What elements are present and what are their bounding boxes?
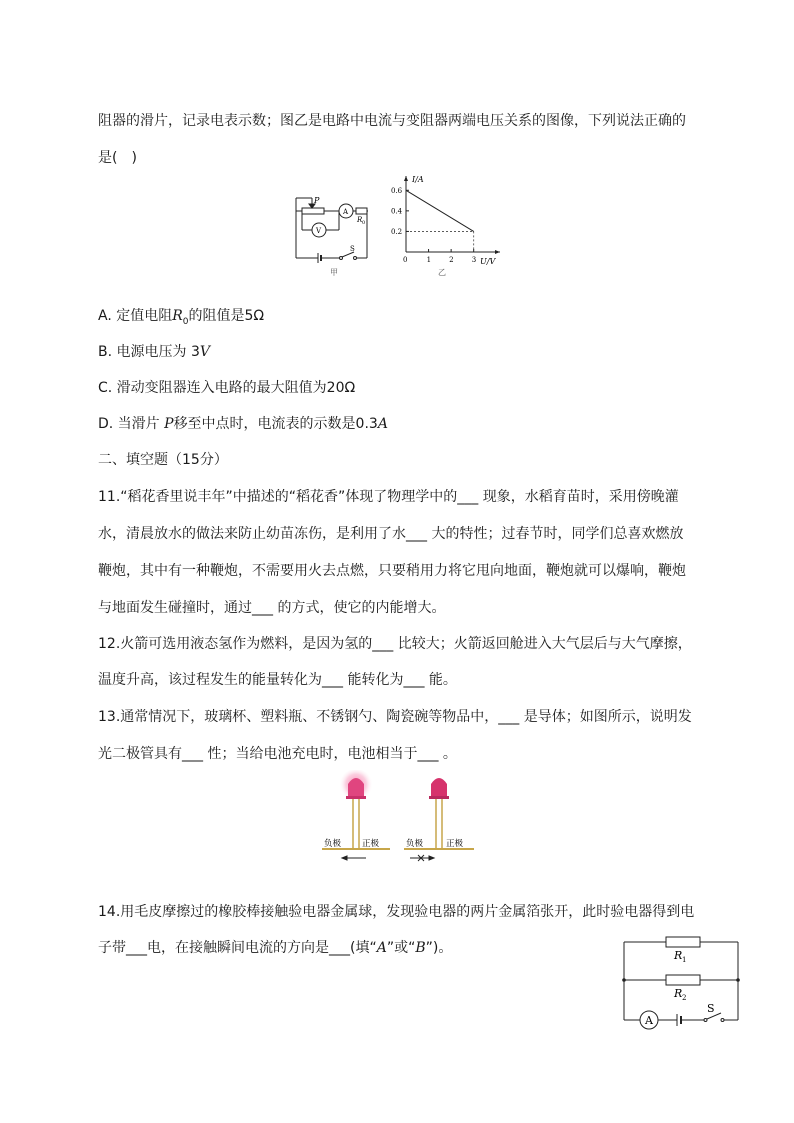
option-a-var: R [172, 308, 183, 324]
y-axis-label: I/A [412, 175, 424, 184]
q11-line: 与地面发生碰撞时，通过___ 的方式，使它的内能增大。 [98, 600, 446, 616]
question-text-line: 阻器的滑片，记录电表示数；图乙是电路中电流与变阻器两端电压关系的图像，下列说法正确的 [98, 113, 686, 129]
switch-icon [704, 1019, 707, 1022]
x-tick-label: 1 [426, 256, 432, 264]
arrow-blocked-icon [410, 855, 434, 861]
switch-label: S [707, 1002, 715, 1015]
option-b-text: B. 电源电压为 3 [98, 344, 200, 360]
option-d-text: D. 当滑片 [98, 416, 165, 432]
rheostat [302, 208, 324, 214]
q14-option-a: A [376, 940, 387, 956]
option-c[interactable]: C. 滑动变阻器连入电路的最大阻值为20Ω [98, 380, 356, 396]
option-d[interactable] [98, 414, 388, 434]
option-a-suffix: 的阻值是5Ω [188, 308, 265, 324]
q14-text: ”或“ [386, 940, 416, 956]
pos-label: 正极 [446, 839, 464, 849]
figure-caption-yi: 乙 [438, 268, 446, 277]
r0-subscript: 0 [362, 220, 366, 226]
led-figure [318, 770, 478, 864]
q12-line: 12.火箭可选用液态氢作为燃料，是因为氢的___ 比较大；火箭返回舱进入大气层后与大气摩擦， [98, 636, 692, 652]
switch-label: S [350, 245, 355, 253]
led-lit-icon [346, 778, 366, 848]
option-d-unit: A [377, 416, 388, 432]
circuit-diagram-jia [288, 186, 368, 278]
x-axis-label: U/V [480, 257, 496, 266]
option-b[interactable] [98, 342, 210, 362]
neg-label: 负极 [324, 839, 342, 849]
r2-label: R [674, 987, 683, 1000]
pos-label: 正极 [362, 839, 380, 849]
y-tick-label: 0.4 [391, 207, 403, 216]
led-unlit-icon [429, 778, 449, 848]
option-a-sub: 0 [182, 316, 189, 327]
question-text-line: 是( ) [98, 150, 137, 166]
graph-yi [390, 172, 502, 278]
q11-line: 鞭炮，其中有一种鞭炮，不需要用火去点燃，只要稍用力将它甩向地面，鞭炮就可以爆响，鞭炮 [98, 563, 686, 579]
q14-line [98, 938, 452, 958]
option-b-unit: V [199, 344, 210, 360]
slider-p-label: P [314, 196, 320, 205]
q14-text: 子带___电，在接触瞬间电流的方向是___(填“ [98, 940, 377, 956]
ammeter-label: A [343, 208, 349, 216]
figure-caption-jia: 甲 [330, 268, 338, 277]
x-tick-label: 2 [449, 256, 454, 264]
option-d-mid: 移至中点时，电流表的示数是0.3 [173, 416, 378, 432]
data-line [406, 190, 474, 231]
q13-line: 13.通常情况下，玻璃杯、塑料瓶、不锈钢勺、陶瓷碗等物品中，___ 是导体；如图所示，说明发 [98, 709, 692, 725]
q12-line: 温度升高，该过程发生的能量转化为___ 能转化为___ 能。 [98, 672, 457, 688]
option-a[interactable] [98, 306, 264, 332]
origin-label: 0 [403, 256, 408, 264]
q14-text: ”)。 [425, 940, 453, 956]
y-tick-label: 0.2 [391, 227, 403, 236]
r1-subscript: 1 [682, 956, 687, 964]
option-d-var: P [164, 416, 174, 432]
r0-label: R [357, 216, 363, 224]
y-tick-label: 0.6 [391, 186, 403, 195]
section-heading: 二、填空题（15分） [98, 452, 228, 468]
q11-line: 水，清晨放水的做法来防止幼苗冻伤，是利用了水___ 大的特性；过春节时，同学们总喜欢燃放 [98, 526, 684, 542]
q14-line: 14.用毛皮摩擦过的橡胶棒接触验电器金属球，发现验电器的两片金属箔张开，此时验电器得到电 [98, 904, 695, 920]
r2-subscript: 2 [682, 994, 687, 1002]
x-tick-label: 3 [471, 256, 477, 264]
voltmeter-label: V [316, 227, 322, 235]
option-a-text: A. 定值电阻 [98, 308, 173, 324]
arrow-left-icon [342, 856, 366, 860]
q13-line: 光二极管具有___ 性；当给电池充电时，电池相当于___ 。 [98, 746, 457, 762]
resistor-r1 [666, 937, 700, 947]
q14-option-b: B [415, 940, 426, 956]
q11-line: 11.“稻花香里说丰年”中描述的“稻花香”体现了物理学中的___ 现象，水稻育苗时，采用傍晚灌 [98, 489, 679, 505]
neg-label: 负极 [406, 839, 424, 849]
parallel-circuit-diagram [618, 930, 744, 1030]
r1-label: R [674, 949, 683, 962]
resistor-r0 [356, 208, 367, 214]
resistor-r2 [666, 975, 700, 985]
ammeter-label: A [645, 1014, 653, 1027]
